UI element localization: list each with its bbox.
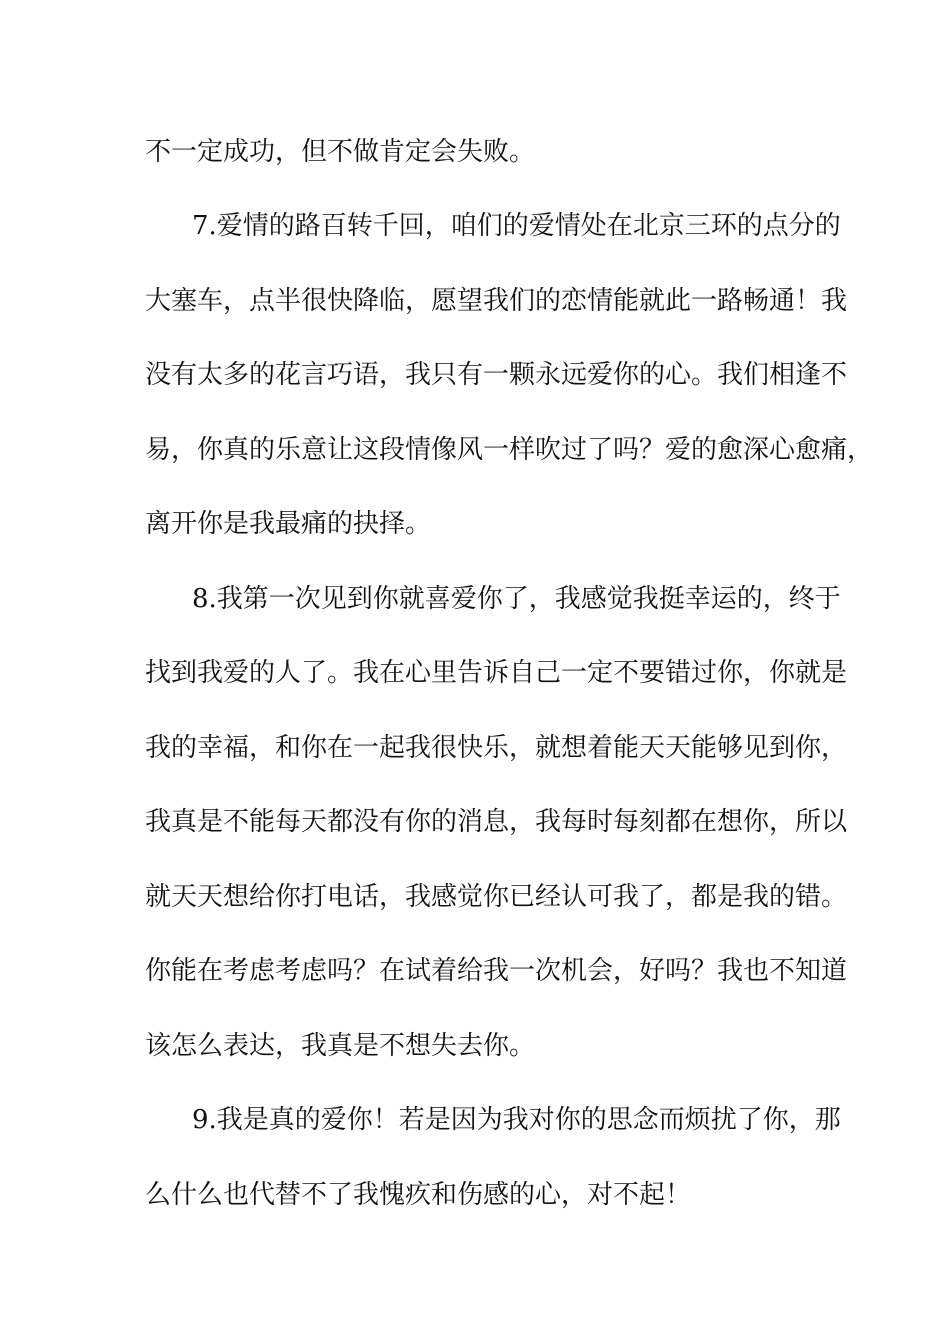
text-line: 9.我是真的爱你！若是因为我对你的思念而烦扰了你，那 [192, 1105, 841, 1135]
text-line: 大塞车，点半很快降临，愿望我们的恋情能就此一路畅通！我 [145, 286, 848, 316]
text-line: 找到我爱的人了。我在心里告诉自己一定不要错过你，你就是 [145, 658, 848, 688]
text-line: 就天天想给你打电话，我感觉你已经认可我了，都是我的错。 [145, 882, 848, 912]
text-line: 8.我第一次见到你就喜爱你了，我感觉我挺幸运的，终于 [192, 584, 841, 614]
text-line: 没有太多的花言巧语，我只有一颗永远爱你的心。我们相逢不 [145, 360, 848, 390]
text-line: 易，你真的乐意让这段情像风一样吹过了吗？爱的愈深心愈痛， [145, 435, 874, 465]
text-line: 你能在考虑考虑吗？在试着给我一次机会，好吗？我也不知道 [145, 956, 848, 986]
text-line: 我的幸福，和你在一起我很快乐，就想着能天天能够见到你， [145, 733, 848, 763]
text-line: 不一定成功，但不做肯定会失败。 [145, 137, 536, 167]
text-line: 我真是不能每天都没有你的消息，我每时每刻都在想你，所以 [145, 807, 848, 837]
text-line: 离开你是我最痛的抉择。 [145, 509, 432, 539]
text-line: 7.爱情的路百转千回，咱们的爱情处在北京三环的点分的 [192, 211, 841, 241]
text-line: 该怎么表达，我真是不想失去你。 [145, 1031, 536, 1061]
text-line: 么什么也代替不了我愧疚和伤感的心，对不起！ [145, 1180, 692, 1210]
